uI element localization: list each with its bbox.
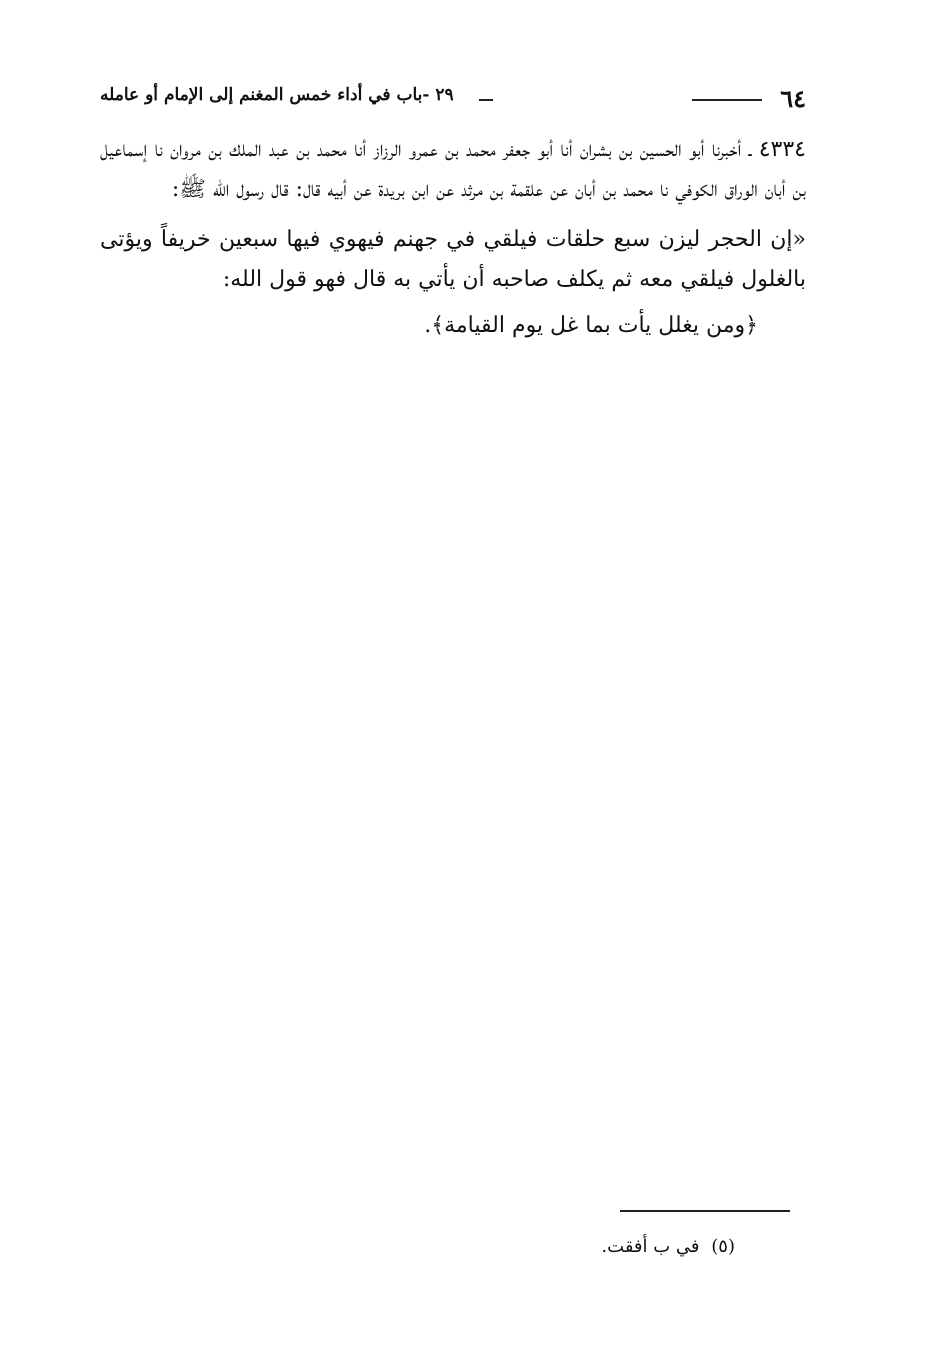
running-header [100, 78, 806, 118]
hadith-isnad-paragraph [100, 130, 806, 210]
footnote-marker: (٥) [711, 1236, 735, 1257]
hadith-number-dash: ـ [748, 137, 752, 162]
hadith-matn: «إن الحجر ليزن سبع حلقات فيلقي في جهنم فيهوي فيها سبعين خريفاً ويؤتى بالغلول فيلقي معه ثم يكلف صاحبه أن يأتي به قال فهو قول الله: [100, 227, 806, 292]
page-number: ٦٤ [780, 84, 806, 113]
chapter-title: ٢٩ -باب في أداء خمس المغنم إلى الإمام أو عامله [100, 85, 454, 105]
footnote-rule [620, 1210, 790, 1212]
hadith-number: ٤٣٣٤ [758, 137, 806, 162]
header-rule [479, 99, 493, 101]
footnote [601, 1236, 735, 1257]
header-rule [692, 99, 762, 101]
quran-verse: ﴿ومن يغلل يأت بما غل يوم القيامة﴾. [424, 313, 758, 338]
main-text [100, 130, 806, 346]
hadith-isnad: أخبرنا أبو الحسين بن بشران أنا أبو جعفر محمد بن عمرو الرزاز أنا محمد بن عبد الملك بن مروان نا إسماعيل بن أبان الوراق الكوفي نا محمد بن أبان عن علقمة بن مرثد عن ابن بريدة عن أبيه قال: قال رسول الله ﷺ: [100, 137, 806, 202]
footnote-text: في ب أفقت. [601, 1236, 700, 1257]
